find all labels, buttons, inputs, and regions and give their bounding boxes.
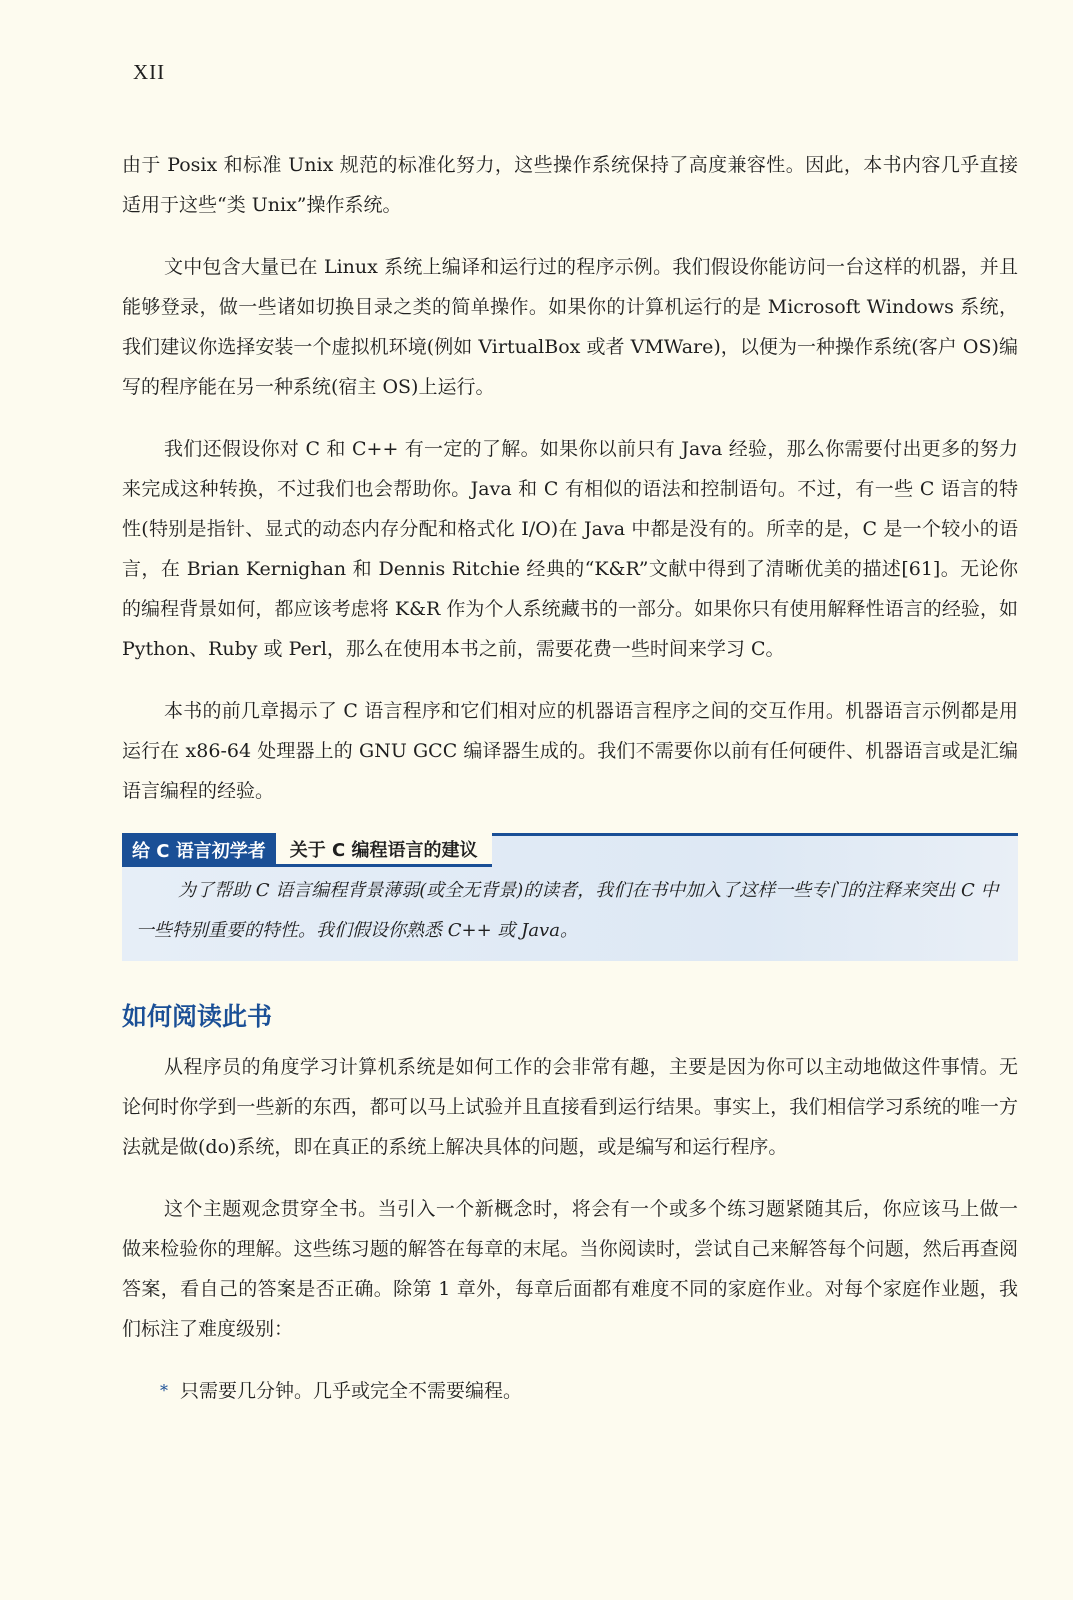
note-body: 为了帮助 C 语言编程背景薄弱(或全无背景)的读者，我们在书中加入了这样一些专门的注释来突出 C 中一些特别重要的特性。我们假设你熟悉 C++ 或 Java。 xyxy=(136,880,999,941)
note-box-c-beginners xyxy=(122,833,1018,961)
section-heading: 如何阅读此书 xyxy=(122,1002,273,1031)
page-content xyxy=(122,145,1018,1411)
note-tag: 给 C 语言初学者 xyxy=(122,833,276,867)
paragraph-c-knowledge: 我们还假设你对 C 和 C++ 有一定的了解。如果你以前只有 Java 经验，那么你需要付出更多的努力来完成这种转换，不过我们也会帮助你。Java 和 C 有相似的语法和控制语句。不过，有一些 C 语言的特性(特别是指针、显式的动态内存分配和格式化 I/O)在 Java 中都是没有的。所幸的是，C 是一个较小的语言，在 Brian Kernighan 和 Dennis Ritchie 经典的“K&R”文献中得到了清晰优美的描述[61]。无论你的编程背景如何，都应该考虑将 K&R 作为个人系统藏书的一部分。如果你只有使用解释性语言的经验，如Python、Ruby 或 Perl，那么在使用本书之前，需要花费一些时间来学习 C。 xyxy=(122,438,1018,660)
paragraph-learn-by-doing: 从程序员的角度学习计算机系统是如何工作的会非常有趣，主要是因为你可以主动地做这件事情。无论何时你学到一些新的东西，都可以马上试验并且直接看到运行结果。事实上，我们相信学习系统的唯一方法就是做(do)系统，即在真正的系统上解决具体的问题，或是编写和运行程序。 xyxy=(122,1056,1018,1158)
paragraph-exercises: 这个主题观念贯穿全书。当引入一个新概念时，将会有一个或多个练习题紧随其后，你应该马上做一做来检验你的理解。这些练习题的解答在每章的末尾。当你阅读时，尝试自己来解答每个问题，然后再查阅答案，看自己的答案是否正确。除第 1 章外，每章后面都有难度不同的家庭作业。对每个家庭作业题，我们标注了难度级别： xyxy=(122,1198,1018,1340)
note-header xyxy=(122,833,1018,867)
difficulty-level-list xyxy=(122,1371,1018,1411)
note-title: 关于 C 编程语言的建议 xyxy=(276,833,492,867)
paragraph-linux-examples: 文中包含大量已在 Linux 系统上编译和运行过的程序示例。我们假设你能访问一台这样的机器，并且能够登录，做一些诸如切换目录之类的简单操作。如果你的计算机运行的是 Microsoft Windows 系统，我们建议你选择安装一个虚拟机环境(例如 VirtualBox 或者 VMWare)，以便为一种操作系统(客户 OS)编写的程序能在另一种系统(宿主 OS)上运行。 xyxy=(122,256,1018,398)
list-item-text: 只需要几分钟。几乎或完全不需要编程。 xyxy=(180,1380,523,1402)
list-item xyxy=(160,1371,1018,1411)
paragraph-machine-language: 本书的前几章揭示了 C 语言程序和它们相对应的机器语言程序之间的交互作用。机器语言示例都是用运行在 x86-64 处理器上的 GNU GCC 编译器生成的。我们不需要你以前有任何硬件、机器语言或是汇编语言编程的经验。 xyxy=(122,700,1018,802)
paragraph-posix: 由于 Posix 和标准 Unix 规范的标准化努力，这些操作系统保持了高度兼容性。因此，本书内容几乎直接适用于这些“类 Unix”操作系统。 xyxy=(122,154,1018,216)
bullet-star-icon: * xyxy=(160,1381,168,1400)
page-number: XII xyxy=(133,60,166,84)
